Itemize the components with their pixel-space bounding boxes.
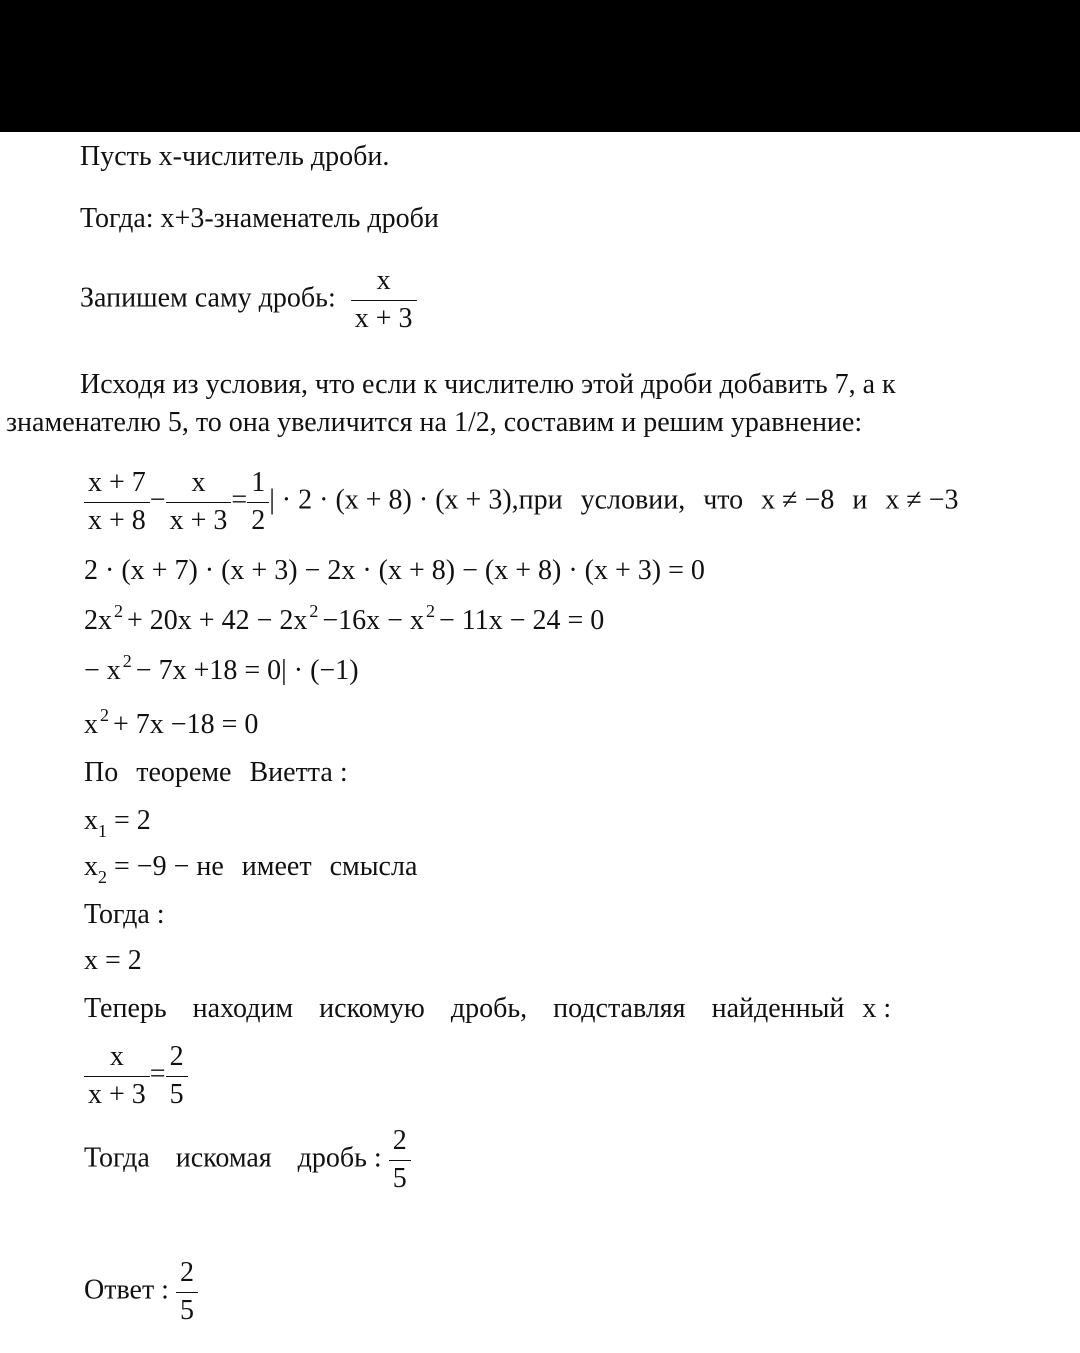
equation-1-fraction-3	[247, 468, 269, 537]
then2-word-1: Тогда	[84, 1142, 150, 1174]
vieta-word-2: теореме	[136, 757, 232, 788]
equation-5-term-b: + 7x −18 = 0	[113, 709, 259, 740]
equals-sign: =	[149, 1058, 166, 1090]
equation-4-term-b: − 7x +18 = 0| · (−1)	[135, 655, 359, 686]
fraction-numerator: 2	[176, 1258, 198, 1293]
document-page	[0, 132, 1080, 1353]
fraction-denominator: 2	[251, 504, 266, 536]
fraction-denominator: x + 3	[88, 1078, 146, 1110]
fraction-denominator: х + 3	[354, 302, 413, 334]
fraction-x-over-x-plus-3	[351, 266, 417, 335]
equation-3	[84, 601, 605, 640]
equation-4	[84, 651, 359, 690]
equation-3-term-d: − 11x − 24 = 0	[438, 605, 605, 636]
vieta-word-3: Виетта :	[249, 757, 348, 788]
equation-1	[84, 468, 959, 537]
now-word-1: Теперь	[84, 993, 167, 1024]
subscript: 2	[98, 867, 107, 887]
equation-5-term-a: x	[84, 709, 98, 740]
equation-1-cond-word-4: x ≠ −8	[761, 484, 835, 516]
now-find-line	[84, 992, 891, 1026]
equation-3-term-c: −16x − x	[322, 605, 424, 636]
vieta-word-1: По	[84, 757, 119, 788]
answer-line	[84, 1258, 198, 1327]
fraction-numerator: x	[166, 468, 232, 503]
then-line-2	[84, 1126, 411, 1195]
fraction-numerator: х	[351, 266, 417, 301]
fraction-denominator: 5	[392, 1162, 407, 1194]
substitution-result-fraction	[166, 1042, 188, 1111]
fraction-denominator: x + 3	[169, 504, 228, 536]
then-line-1: Тогда :	[84, 899, 165, 930]
condition-line-1: Исходя из условия, что если к числителю этой дроби добавить 7, а к	[80, 369, 896, 400]
equation-3-term-b: + 20x + 42 − 2x	[127, 605, 308, 636]
equation-1-cond-word-5: и	[852, 484, 868, 516]
x-equals-line: x = 2	[84, 945, 142, 976]
substitution-fraction	[84, 1042, 150, 1111]
equation-3-term-a: 2x	[84, 605, 112, 636]
now-word-2: находим	[192, 993, 294, 1024]
root-2-value: = −9 − не	[114, 851, 224, 882]
then2-word-2: искомая	[175, 1142, 272, 1174]
equation-1-multiplier: | · 2 · (x + 8) · (x + 3),	[269, 484, 519, 516]
exponent: 2	[309, 601, 319, 621]
fraction-numerator: 1	[247, 468, 269, 503]
fraction-denominator: 5	[179, 1294, 194, 1326]
root-2-word-2: имеет	[241, 851, 312, 882]
root-1-variable: x	[84, 805, 98, 836]
subscript: 1	[98, 821, 107, 841]
equation-2: 2 · (x + 7) · (x + 3) − 2x · (x + 8) − (x + 8) · (x + 3) = 0	[84, 555, 705, 586]
root-1-value: = 2	[114, 805, 151, 836]
exponent: 2	[425, 601, 435, 621]
condition-line-2: знаменателю 5, то она увеличится на 1/2, составим и решим уравнение:	[6, 407, 863, 438]
exponent: 2	[100, 705, 109, 725]
vieta-line	[84, 756, 348, 790]
exponent: 2	[122, 651, 132, 671]
intro-line-3	[80, 266, 417, 335]
intro-line-3-text: Запишем саму дробь:	[80, 282, 336, 314]
equation-5	[84, 705, 259, 744]
exponent: 2	[114, 601, 123, 621]
root-2-variable: x	[84, 851, 98, 882]
answer-fraction	[176, 1258, 198, 1327]
equation-4-term-a: − x	[84, 655, 121, 686]
substitution-equation	[84, 1042, 188, 1111]
equation-1-cond-word-2: условии,	[580, 484, 686, 516]
fraction-numerator: 2	[389, 1126, 411, 1161]
equation-1-fraction-1	[84, 468, 150, 537]
fraction-numerator: x	[84, 1042, 150, 1077]
answer-label: Ответ :	[84, 1274, 169, 1306]
root-2-word-3: смысла	[329, 851, 418, 882]
root-2	[84, 850, 417, 886]
fraction-denominator: x + 8	[88, 504, 146, 536]
equation-1-cond-word-6: x ≠ −3	[885, 484, 959, 516]
fraction-denominator: 5	[169, 1078, 184, 1110]
minus-sign: −	[149, 484, 166, 516]
fraction-numerator: x + 7	[84, 468, 150, 503]
fraction-numerator: 2	[166, 1042, 188, 1077]
root-1	[84, 804, 151, 840]
intro-line-2: Тогда: х+3-знаменатель дроби	[80, 203, 439, 234]
now-word-6: найденный	[711, 993, 845, 1024]
equation-1-cond-word-1: при	[518, 484, 563, 516]
equation-1-cond-word-3: что	[703, 484, 744, 516]
now-word-5: подставляя	[553, 993, 686, 1024]
now-word-3: искомую	[319, 993, 425, 1024]
equals-sign: =	[231, 484, 248, 516]
now-word-4: дробь,	[450, 993, 528, 1024]
then2-word-3: дробь :	[297, 1142, 382, 1174]
intro-line-1: Пусть х-числитель дроби.	[80, 141, 390, 172]
now-word-7: x :	[862, 993, 892, 1024]
sought-fraction	[389, 1126, 411, 1195]
equation-1-fraction-2	[166, 468, 232, 537]
